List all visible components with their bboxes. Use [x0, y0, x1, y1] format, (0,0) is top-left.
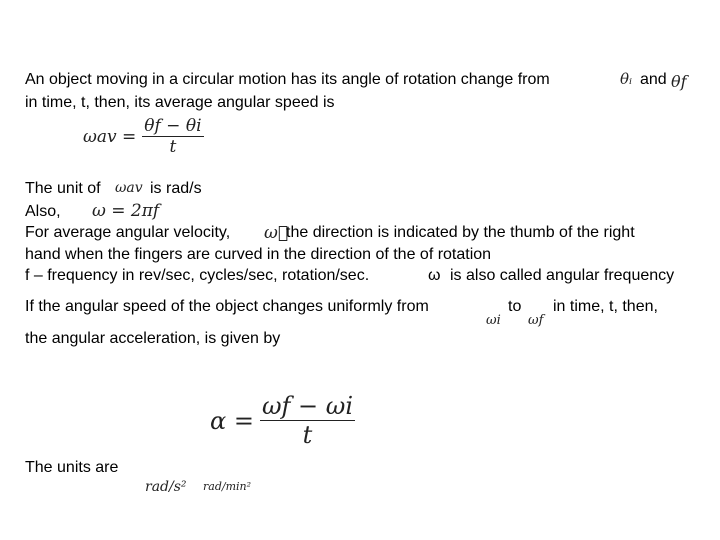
text-line-2: in time, t, then, its average angular speed is — [25, 94, 335, 111]
text-unit-suffix: is rad/s — [150, 180, 202, 197]
text-average-velocity: For average angular velocity, — [25, 224, 231, 241]
omega-symbol: ω — [428, 267, 441, 284]
alpha-numerator: ωf − ωi — [261, 392, 354, 420]
text-angular-acceleration: the angular acceleration, is given by — [25, 330, 281, 347]
text-uniform-change: If the angular speed of the object changes uniformly from — [25, 298, 429, 315]
omega-f-symbol: ωf — [528, 313, 544, 328]
angular-acceleration-formula — [210, 392, 355, 449]
theta-f-symbol: θf — [671, 72, 687, 91]
text-in-time: in time, t, then, — [553, 298, 658, 315]
text-hand: hand when the fingers are curved in the direction of the of rotation — [25, 246, 492, 263]
text-frequency: f – frequency in rev/sec, cycles/sec, rotation/sec. — [25, 267, 370, 284]
text-also: Also, — [25, 203, 61, 220]
formula-denominator: t — [169, 137, 177, 157]
alpha-denominator: t — [302, 421, 313, 449]
average-angular-speed-formula — [83, 116, 204, 157]
text-and: and — [640, 71, 667, 88]
omega-av-inline: ωav — [115, 180, 143, 196]
unit-rad-per-s2: rad/s² — [145, 479, 187, 495]
omega-i-symbol: ωi — [486, 313, 501, 328]
text-direction: the direction is indicated by the thumb of the right — [286, 224, 635, 241]
unit-rad-per-min2: rad/min² — [203, 480, 252, 493]
text-units: The units are — [25, 459, 119, 476]
alpha-lhs: α = — [210, 406, 254, 435]
text-to: to — [508, 298, 522, 315]
theta-i-symbol: θᵢ — [620, 70, 633, 88]
text-line-1: An object moving in a circular motion has its angle of rotation change from — [25, 71, 550, 88]
omega-vector-symbol: ω⃗ — [264, 223, 289, 243]
formula-numerator: θf − θi — [144, 116, 202, 136]
formula-lhs: ωav = — [83, 126, 137, 147]
text-unit-prefix: The unit of — [25, 180, 101, 197]
text-angular-frequency: is also called angular frequency — [450, 267, 675, 284]
omega-equals-2-pi-f: ω = 2πf — [92, 201, 160, 221]
